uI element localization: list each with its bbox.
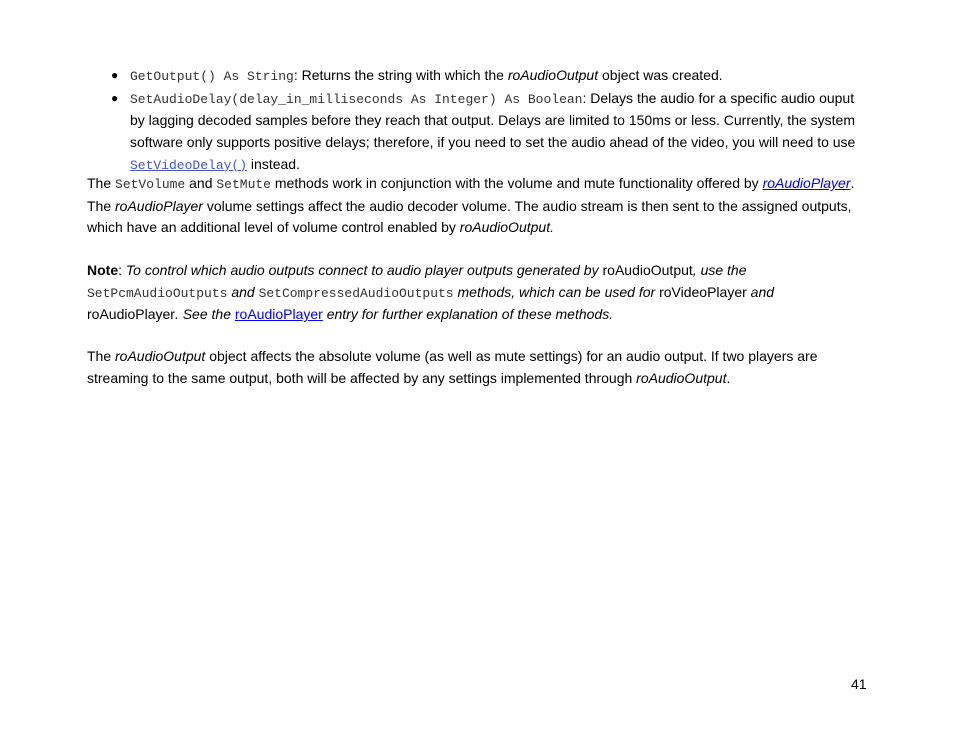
list-item: ● SetAudioDelay(delay_in_milliseconds As Integer) As Boolean: Delays the audio for a specific audio ouput by lagging decoded samples before they reach that output. Delays are limited to 150ms or less. Currently, the system software only supports positive delays; therefore, if you need to set the audio ahead of the video, you will need to use SetVideoDelay() instead. [111,89,856,173]
bullet-icon: ● [111,68,119,82]
bullet-icon: ● [111,90,119,105]
note-paragraph: Note: To control which audio outputs connect to audio player outputs generated by roAudioOutput, use the SetPcmAudioOutputs and SetCompressedAudioOutputs methods, which can be used for roVideoPlayer and roAudioPlayer. See the roAudioPlayer entry for further explanation of these methods. [87,262,775,323]
roaudioplayer-link[interactable]: roAudioPlayer [762,175,851,191]
page-number: 41 [851,676,867,692]
setvideodelay-link[interactable]: SetVideoDelay() [130,157,248,173]
roaudioplayer-entry-link[interactable]: roAudioPlayer [234,306,323,323]
volume-mute-paragraph: The SetVolume and SetMute methods work in conjunction with the volume and mute functionality offered by roAudioPlayer. The roAudioPlayer volume settings affect the audio decoder volume. The audio stream is then sent to the assigned outputs, which have an additional level of volume control enabled by roAudioOutput. [87,175,855,236]
note-label: Note [87,262,119,278]
method-signature: SetAudioDelay(delay_in_milliseconds As Integer) As Boolean [130,91,583,107]
method-signature: GetOutput() As String [130,69,294,84]
list-item: ● GetOutput() As String: Returns the string with which the roAudioOutput object was created. [130,65,858,88]
method-list [111,65,858,177]
absolute-volume-paragraph: The roAudioOutput object affects the absolute volume (as well as mute settings) for an audio output. If two players are streaming to the same output, both will be affected by any settings implemented through roAudioOutput. [87,348,818,386]
